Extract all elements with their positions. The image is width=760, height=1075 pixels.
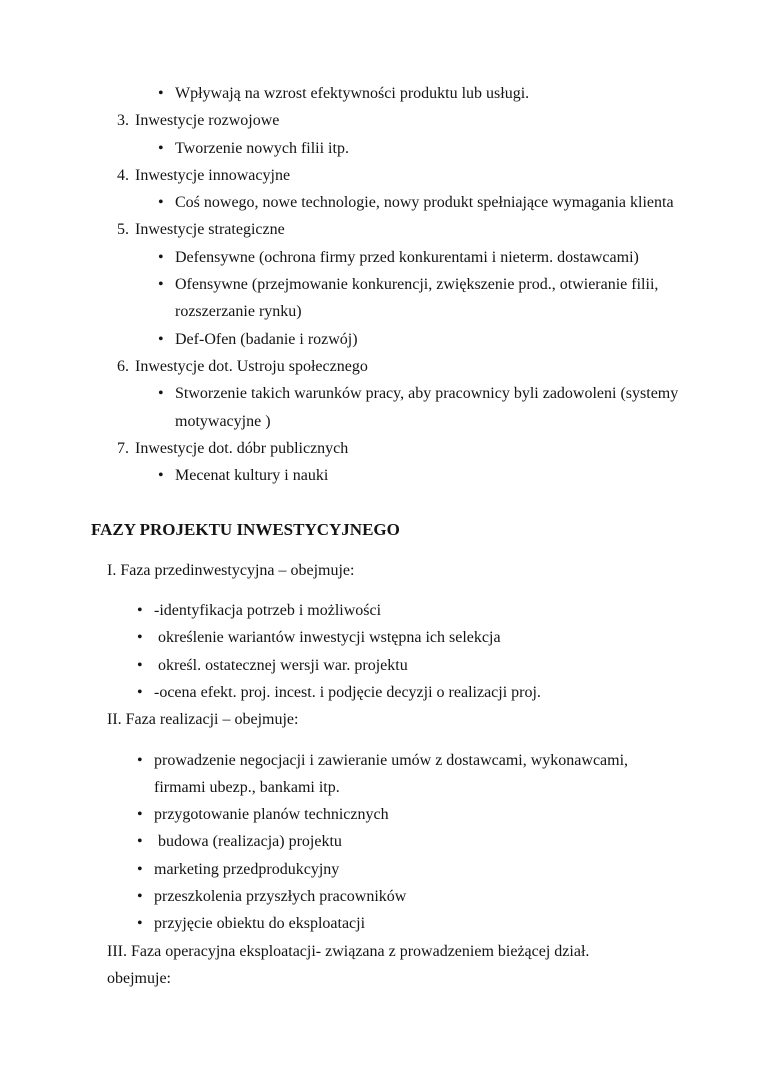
bullet-item xyxy=(0,624,760,651)
bullet-item xyxy=(0,883,760,910)
bullet-icon: • xyxy=(137,806,143,824)
bullet-icon: • xyxy=(158,276,164,294)
bullet-text: -ocena efekt. proj. incest. i podjęcie decyzji o realizacji proj. xyxy=(154,683,541,701)
list-number: 3. xyxy=(117,112,129,130)
bullet-icon: • xyxy=(158,194,164,212)
bullet-item xyxy=(0,801,760,828)
list-item-label: Inwestycje dot. Ustroju społecznego xyxy=(135,357,368,375)
bullet-icon: • xyxy=(158,330,164,348)
bullet-icon: • xyxy=(137,683,143,701)
bullet-text: Def-Ofen (badanie i rozwój) xyxy=(175,330,358,348)
bullet-text: Coś nowego, nowe technologie, nowy produkt spełniające wymagania klienta xyxy=(175,194,674,212)
bullet-item xyxy=(0,910,760,937)
list-number: 6. xyxy=(117,357,129,375)
bullet-icon: • xyxy=(137,656,143,674)
list-number: 4. xyxy=(117,166,129,184)
phase-header: I. Faza przedinwestycyjna – obejmuje: xyxy=(107,561,355,579)
bullet-item xyxy=(0,856,760,883)
list-number: 5. xyxy=(117,221,129,239)
bullet-item xyxy=(0,747,760,802)
bullet-text: budowa (realizacja) projektu xyxy=(154,833,342,851)
list-item-label: Inwestycje dot. dóbr publicznych xyxy=(135,439,349,457)
bullet-icon: • xyxy=(137,751,143,769)
bullet-text: przygotowanie planów technicznych xyxy=(154,806,389,824)
bullet-item xyxy=(0,271,760,326)
numbered-item xyxy=(0,216,760,243)
list-number: 7. xyxy=(117,439,129,457)
phase-bullet-list xyxy=(0,747,760,938)
bullet-item xyxy=(0,652,760,679)
bullet-text: określ. ostatecznej wersji war. projektu xyxy=(154,656,408,674)
bullet-icon: • xyxy=(137,915,143,933)
bullet-item xyxy=(0,679,760,706)
bullet-icon: • xyxy=(137,602,143,620)
phase-header: III. Faza operacyjna eksploatacji- związana z prowadzeniem bieżącej dział. obejmuje: xyxy=(107,942,594,987)
bullet-text: -identyfikacja potrzeb i możliwości xyxy=(154,602,382,620)
numbered-item xyxy=(0,162,760,189)
numbered-item xyxy=(0,107,760,134)
list-item-label: Inwestycje strategiczne xyxy=(135,221,285,239)
phase-bullet-list xyxy=(0,597,760,706)
bullet-icon: • xyxy=(158,85,164,102)
bullet-item xyxy=(0,80,760,107)
phase-header: II. Faza realizacji – obejmuje: xyxy=(107,711,299,729)
bullet-text: prowadzenie negocjacji i zawieranie umów z dostawcami, wykonawcami, firmami ubezp., bankami itp. xyxy=(154,751,633,796)
bullet-icon: • xyxy=(158,385,164,403)
bullet-text: Defensywne (ochrona firmy przed konkurentami i nieterm. dostawcami) xyxy=(175,248,639,266)
bullet-icon: • xyxy=(137,888,143,906)
bullet-item xyxy=(0,462,760,489)
bullet-text: określenie wariantów inwestycji wstępna ich selekcja xyxy=(154,629,501,647)
bullet-text: Ofensywne (przejmowanie konkurencji, zwiększenie prod., otwieranie filii, rozszerzanie rynku) xyxy=(175,276,663,321)
bullet-item xyxy=(0,135,760,162)
bullet-icon: • xyxy=(137,833,143,851)
bullet-text: Tworzenie nowych filii itp. xyxy=(175,139,349,157)
bullet-icon: • xyxy=(137,629,143,647)
bullet-item xyxy=(0,380,760,435)
bullet-item xyxy=(0,828,760,855)
numbered-item xyxy=(0,353,760,380)
bullet-text: Stworzenie takich warunków pracy, aby pracownicy byli zadowoleni (systemy motywacyjne ) xyxy=(175,385,683,430)
bullet-icon: • xyxy=(158,467,164,485)
bullet-item xyxy=(0,597,760,624)
bullet-text: przeszkolenia przyszłych pracowników xyxy=(154,888,407,906)
section-heading: FAZY PROJEKTU INWESTYCYJNEGO xyxy=(91,520,400,540)
list-item-label: Inwestycje innowacyjne xyxy=(135,166,291,184)
bullet-text: przyjęcie obiektu do eksploatacji xyxy=(154,915,366,933)
bullet-text: Mecenat kultury i nauki xyxy=(175,467,329,485)
bullet-item xyxy=(0,326,760,353)
bullet-text: marketing przedprodukcyjny xyxy=(154,860,340,878)
bullet-text: Wpływają na wzrost efektywności produktu lub usługi. xyxy=(175,85,530,102)
bullet-item xyxy=(0,244,760,271)
list-item-label: Inwestycje rozwojowe xyxy=(135,112,280,130)
bullet-icon: • xyxy=(158,248,164,266)
bullet-item xyxy=(0,189,760,216)
bullet-icon: • xyxy=(158,139,164,157)
numbered-item xyxy=(0,435,760,462)
bullet-icon: • xyxy=(137,860,143,878)
